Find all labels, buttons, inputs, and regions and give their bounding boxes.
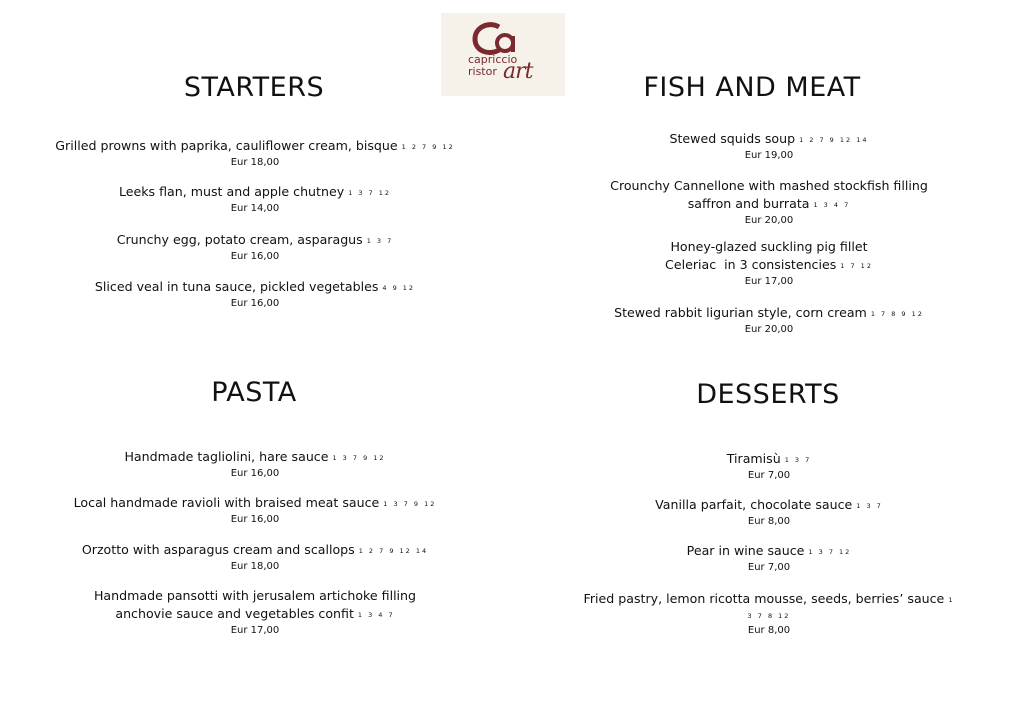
menu-item xyxy=(514,177,1024,228)
menu-item xyxy=(0,448,510,481)
menu-item xyxy=(514,496,1024,529)
menu-item xyxy=(514,542,1024,575)
menu-item xyxy=(514,304,1024,337)
allergen-codes: 1 3 4 7 xyxy=(357,611,395,619)
dish-name-line2: Celeriac in 3 consistencies xyxy=(665,257,837,272)
section-title-fish-and-meat: FISH AND MEAT xyxy=(643,72,861,103)
menu-item xyxy=(0,587,510,638)
dish-name: Local handmade ravioli with braised meat sauce xyxy=(73,495,380,510)
allergen-codes: 1 3 7 12 xyxy=(808,548,852,556)
logo-text-ristor: ristor xyxy=(468,65,497,78)
logo-text-capriccio: capriccio xyxy=(468,53,518,66)
dish-name: Crunchy egg, potato cream, asparagus xyxy=(116,232,363,247)
dish-price: Eur 7,00 xyxy=(747,470,791,481)
dish-price: Eur 18,00 xyxy=(230,157,280,168)
allergen-codes: 1 3 7 9 12 xyxy=(383,500,437,508)
dish-price: Eur 8,00 xyxy=(747,516,791,527)
dish-price: Eur 18,00 xyxy=(230,561,280,572)
menu-item xyxy=(0,278,510,311)
menu-item xyxy=(0,541,510,574)
allergen-codes: 1 3 7 12 xyxy=(348,189,392,197)
allergen-codes: 1 2 7 9 12 14 xyxy=(799,136,869,144)
allergen-codes: 1 2 7 9 12 14 xyxy=(358,547,429,555)
dish-name: Crounchy Cannellone with mashed stockfish filling xyxy=(610,178,928,193)
dish-name-line2: anchovie sauce and vegetables confit xyxy=(115,606,354,621)
dish-price: Eur 20,00 xyxy=(744,324,794,335)
logo-text-art: art xyxy=(503,59,533,84)
dish-price: Eur 20,00 xyxy=(744,215,794,226)
dish-price: Eur 16,00 xyxy=(230,298,280,309)
allergen-codes: 1 3 7 9 12 xyxy=(332,454,386,462)
section-title-desserts: DESSERTS xyxy=(696,379,840,410)
dish-name: Sliced veal in tuna sauce, pickled vegetables xyxy=(94,279,379,294)
allergen-codes: 1 xyxy=(948,596,955,604)
allergen-codes: 1 3 7 xyxy=(366,237,394,245)
dish-price: Eur 17,00 xyxy=(744,276,794,287)
section-title-starters: STARTERS xyxy=(183,72,325,103)
allergen-codes: 4 9 12 xyxy=(382,284,416,292)
dish-name: Stewed rabbit ligurian style, corn cream xyxy=(614,305,867,320)
allergen-codes: 1 7 12 xyxy=(840,262,873,270)
dish-name-line2: saffron and burrata xyxy=(687,196,810,211)
dish-price: Eur 14,00 xyxy=(230,203,280,214)
dish-price: Eur 16,00 xyxy=(230,468,280,479)
dish-name: Handmade tagliolini, hare sauce xyxy=(124,449,329,464)
dish-price: Eur 7,00 xyxy=(747,562,791,573)
dish-name: Stewed squids soup xyxy=(669,131,796,146)
allergen-codes: 1 3 7 xyxy=(856,502,883,510)
menu-item xyxy=(0,231,510,264)
menu-item xyxy=(0,183,510,216)
dish-name: Vanilla parfait, chocolate sauce xyxy=(655,497,853,512)
menu-item xyxy=(0,137,510,170)
dish-name: Tiramisù xyxy=(726,451,781,466)
dish-price: Eur 19,00 xyxy=(744,150,794,161)
allergen-codes-continued: 3 7 8 12 xyxy=(747,612,791,620)
dish-price: Eur 17,00 xyxy=(230,625,280,636)
menu-item xyxy=(514,130,1024,163)
menu-item xyxy=(514,238,1024,289)
allergen-codes: 1 7 8 9 12 xyxy=(870,310,924,318)
allergen-codes: 1 2 7 9 12 xyxy=(401,143,455,151)
allergen-codes: 1 3 4 7 xyxy=(813,201,851,209)
dish-price: Eur 16,00 xyxy=(230,514,280,525)
allergen-codes: 1 3 7 xyxy=(784,456,812,464)
dish-price: Eur 8,00 xyxy=(747,625,791,636)
dish-name: Leeks flan, must and apple chutney xyxy=(118,184,345,199)
menu-item xyxy=(514,450,1024,483)
menu-item xyxy=(0,494,510,527)
dish-name: Honey-glazed suckling pig fillet xyxy=(670,239,868,254)
section-title-pasta: PASTA xyxy=(211,377,297,408)
dish-name: Handmade pansotti with jerusalem artichoke filling xyxy=(93,588,417,603)
dish-name: Orzotto with asparagus cream and scallops xyxy=(81,542,355,557)
dish-name: Pear in wine sauce xyxy=(686,543,805,558)
menu-item xyxy=(514,590,1024,638)
dish-name: Fried pastry, lemon ricotta mousse, seeds, berries’ sauce xyxy=(583,591,945,606)
restaurant-logo xyxy=(441,13,565,96)
dish-price: Eur 16,00 xyxy=(230,251,280,262)
dish-name: Grilled prowns with paprika, cauliflower cream, bisque xyxy=(55,138,398,153)
